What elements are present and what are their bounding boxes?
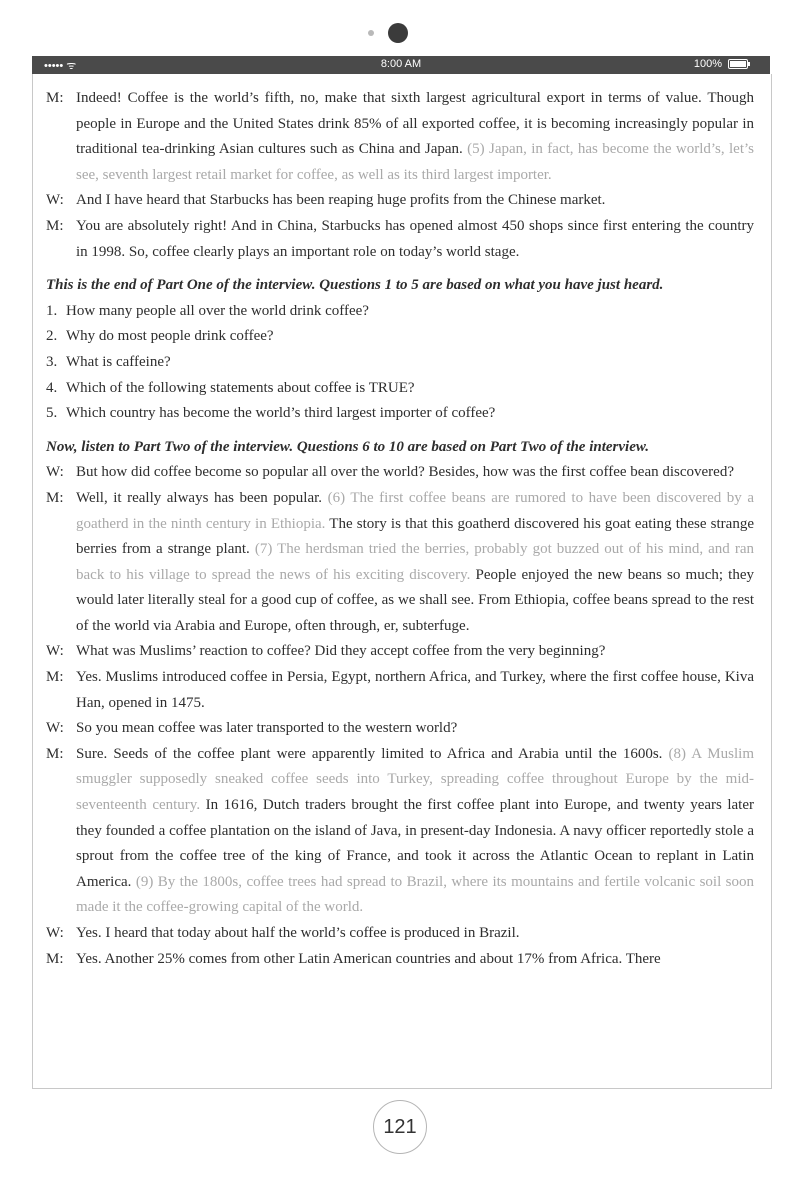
camera-lens	[388, 23, 408, 43]
dialogue-line	[46, 947, 754, 973]
dialogue-line	[46, 665, 754, 716]
line-text: The story is that this goatherd discovered his goat eating these strange berries from a strange plant.	[76, 515, 754, 558]
battery-status	[694, 58, 748, 70]
section-instruction: Now, listen to Part Two of the interview. Questions 6 to 10 are based on Part Two of the interview.	[46, 438, 650, 455]
line-text: Yes. I heard that today about half the world’s coffee is produced in Brazil.	[76, 925, 520, 941]
question-number: 1.	[46, 302, 58, 319]
question-number: 5.	[46, 405, 58, 422]
question-text: Why do most people drink coffee?	[66, 328, 274, 345]
line-text: But how did coffee become so popular all over the world? Besides, how was the first coffee bean discovered?	[76, 464, 734, 481]
speaker-label: W:	[46, 192, 64, 209]
answer-highlight: (9) By the 1800s, coffee trees had spread to Brazil, where its mountains and fertile volcanic soil soon made it the coffee-growing capital of the world.	[76, 873, 755, 916]
page-number-badge	[0, 1100, 800, 1154]
line-text: Well, it really always has been popular.	[76, 489, 328, 506]
answer-highlight: (7) The herdsman tried the berries, probably got buzzed out of his mind, and ran back to his village to spread the news of his exciting discovery.	[76, 541, 754, 583]
line-text: You are absolutely right! And in China, Starbucks has opened almost 450 shops since first entering the country in 1998. So, coffee clearly plays an important role on today’s world stage.	[76, 217, 754, 260]
question-number: 2.	[46, 328, 58, 345]
question-number: 4.	[46, 379, 58, 396]
line-text: Yes. Muslims introduced coffee in Persia, Egypt, northern Africa, and Turkey, where the first coffee house, Kiva Han, opened in 1475.	[76, 669, 754, 711]
line-text: People enjoyed the new beans so much; they would later literally steal for a good cup of coffee, as we shall see. From Ethiopia, coffee beans spread to the rest of the world via Arabia and Europe, often through, er, subterfuge.	[76, 566, 755, 634]
question-item	[46, 401, 754, 427]
line-text: Indeed! Coffee is the world’s fifth, no, make that sixth largest agricultural export in terms of value. Though people in Europe and the United States drink 85% of all exported coffee, it is becoming increasingly popular in traditional tea-drinking Asian cultures such as China and Japan.	[76, 90, 754, 158]
line-text: So you mean coffee was later transported to the western world?	[76, 720, 458, 737]
signal-wifi-icon: ••••• ᯤ	[44, 60, 77, 72]
dialogue-line	[46, 639, 754, 665]
dialogue-line	[46, 86, 754, 188]
dialogue-line	[46, 716, 754, 742]
speaker-label: M:	[46, 217, 64, 234]
question-item	[46, 376, 754, 402]
line-text: In 1616, Dutch traders brought the first coffee plant into Europe, and twenty years later they founded a coffee plantation on the island of Java, in present-day Indonesia. A navy officer reportedly stole a sprout from the coffee tree of the king of France, and took it across the Atlantic Ocean to replant in Latin America.	[76, 797, 754, 890]
line-text: Sure. Seeds of the coffee plant were apparently limited to Africa and Arabia until the 1600s.	[76, 745, 669, 762]
line-text: Yes. Another 25% comes from other Latin American countries and about 17% from Africa. There	[76, 950, 661, 967]
speaker-label: M:	[46, 90, 64, 106]
question-text: Which country has become the world’s third largest importer of coffee?	[66, 405, 496, 422]
question-item	[46, 350, 754, 376]
transcript	[46, 86, 754, 972]
speaker-label: M:	[46, 745, 64, 762]
line-text: What was Muslims’ reaction to coffee? Did they accept coffee from the very beginning?	[76, 643, 606, 660]
line-text: And I have heard that Starbucks has been reaping huge profits from the Chinese market.	[76, 192, 606, 209]
dialogue-line	[46, 486, 754, 640]
dialogue-line	[46, 188, 754, 214]
dialogue-line	[46, 742, 754, 921]
answer-highlight: (6) The first coffee beans are rumored to have been discovered by a goatherd in the ninth century in Ethiopia.	[76, 489, 754, 532]
dialogue-line	[46, 460, 754, 486]
speaker-label: M:	[46, 669, 64, 686]
question-text: How many people all over the world drink coffee?	[66, 302, 369, 319]
status-bar	[32, 56, 770, 74]
question-item	[46, 299, 754, 325]
question-text: Which of the following statements about coffee is TRUE?	[66, 379, 415, 396]
question-number: 3.	[46, 353, 58, 370]
speaker-label: W:	[46, 925, 64, 941]
answer-highlight: (8) A Muslim smuggler supposedly sneaked coffee seeds into Turkey, spreading coffee throughout Europe by the mid-seventeenth century.	[76, 745, 754, 814]
page-number: 121	[373, 1100, 427, 1154]
question-text: What is caffeine?	[66, 353, 171, 370]
speaker-label: M:	[46, 950, 64, 967]
battery-icon	[728, 59, 748, 69]
question-item	[46, 324, 754, 350]
section-instruction: This is the end of Part One of the interview. Questions 1 to 5 are based on what you have just heard.	[46, 277, 664, 294]
dialogue-line	[46, 214, 754, 265]
speaker-label: W:	[46, 643, 64, 660]
device-camera	[362, 22, 412, 44]
battery-percent: 100%	[693, 58, 722, 70]
speaker-label: W:	[46, 464, 64, 481]
speaker-label: M:	[46, 489, 64, 506]
sensor-dot	[368, 30, 374, 36]
speaker-label: W:	[46, 720, 64, 737]
answer-highlight: (5) Japan, in fact, has become the world’s, let’s see, seventh largest retail market for coffee, as well as its third largest importer.	[76, 141, 754, 183]
clock: 8:00 AM	[380, 58, 422, 70]
dialogue-line	[46, 921, 754, 947]
